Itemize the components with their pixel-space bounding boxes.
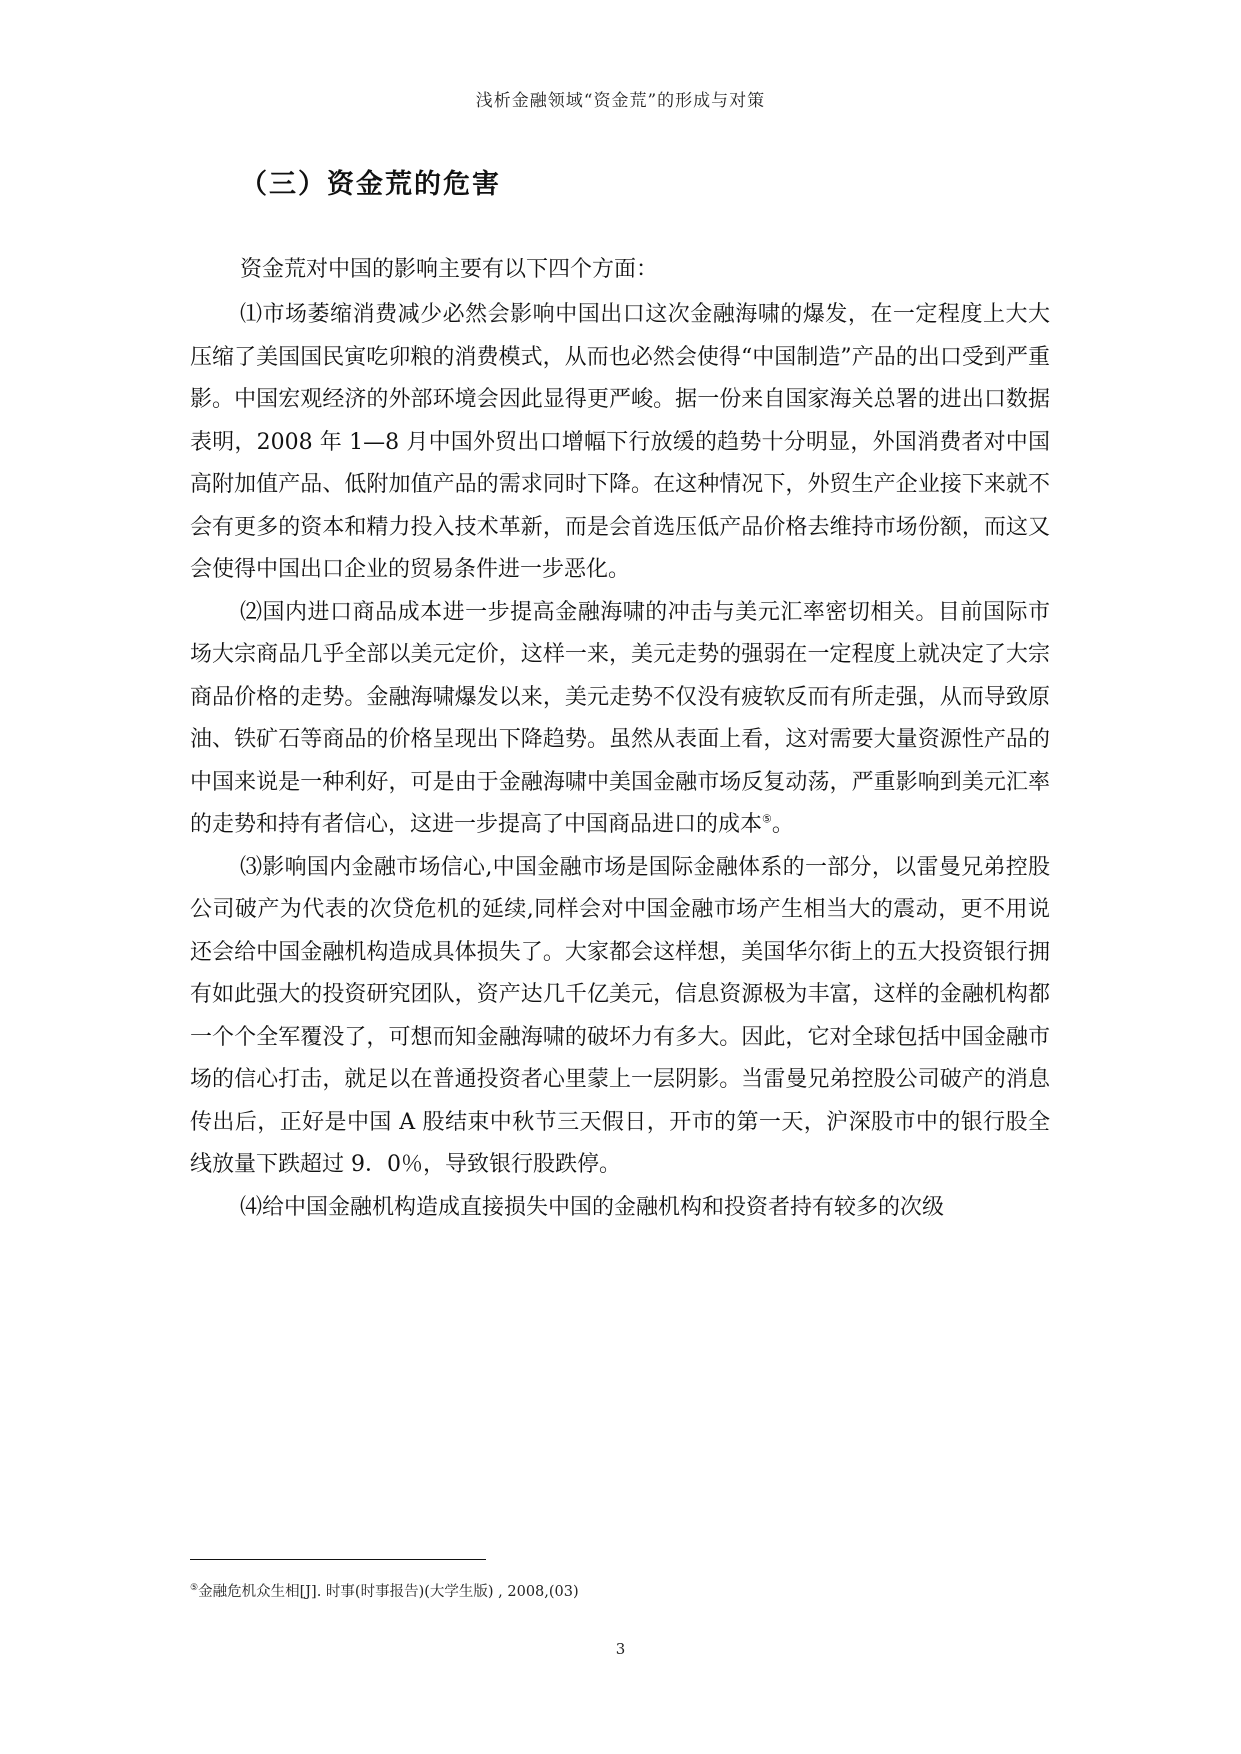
page-number: 3: [615, 1640, 626, 1658]
paragraph-1: ⑴市场萎缩消费减少必然会影响中国出口这次金融海啸的爆发，在一定程度上大大压缩了美国国民寅吃卯粮的消费模式，从而也必然会使得“中国制造”产品的出口受到严重影。中国宏观经济的外部环境会因此显得更严峻。据一份来自国家海关总署的进出口数据表明，2008 年 1—8 月中国外贸出口增幅下行放缓的趋势十分明显，外国消费者对中国高附加值产品、低附加值产品的需求同时下降。在这种情况下，外贸生产企业接下来就不会有更多的资本和精力投入技术革新，而是会首选压低产品价格去维持市场份额，而这又会使得中国出口企业的贸易条件进一步恶化。: [190, 302, 1050, 582]
body-text: [190, 249, 1050, 1229]
footnote-separator: [190, 1559, 486, 1560]
running-header: 浅析金融领域“资金荒”的形成与对策: [475, 91, 766, 111]
section-heading: （三）资金荒的危害: [240, 169, 501, 200]
paragraph-2-text: ⑵国内进口商品成本进一步提高金融海啸的冲击与美元汇率密切相关。目前国际市场大宗商品几乎全部以美元定价，这样一来，美元走势的强弱在一定程度上就决定了大宗商品价格的走势。金融海啸爆发以来，美元走势不仅没有疲软反而有所走强，从而导致原油、铁矿石等商品的价格呈现出下降趋势。虽然从表面上看，这对需要大量资源性产品的中国来说是一种利好，可是由于金融海啸中美国金融市场反复动荡，严重影响到美元汇率的走势和持有者信心，这进一步提高了中国商品进口的成本: [190, 599, 1050, 837]
footnote-reference: ⑤: [762, 812, 772, 826]
paragraph-2-end: 。: [771, 812, 794, 837]
paragraph-3: ⑶影响国内金融市场信心,中国金融市场是国际金融体系的一部分，以雷曼兄弟控股公司破产为代表的次贷危机的延续,同样会对中国金融市场产生相当大的震动，更不用说还会给中国金融机构造成具体损失了。大家都会这样想，美国华尔街上的五大投资银行拥有如此强大的投资研究团队，资产达几千亿美元，信息资源极为丰富，这样的金融机构都一个个全军覆没了，可想而知金融海啸的破坏力有多大。因此，它对全球包括中国金融市场的信心打击，就足以在普通投资者心里蒙上一层阴影。当雷曼兄弟控股公司破产的消息传出后，正好是中国 A 股结束中秋节三天假日，开市的第一天，沪深股市中的银行股全线放量下跌超过 9．0％，导致银行股跌停。: [190, 854, 1050, 1177]
paragraph-2: [190, 592, 1050, 847]
footnote-text: 金融危机众生相[J]. 时事(时事报告)(大学生版) , 2008,(03): [198, 1584, 579, 1600]
footnote: [190, 1580, 1050, 1601]
paragraph-4: ⑷给中国金融机构造成直接损失中国的金融机构和投资者持有较多的次级: [240, 1194, 945, 1220]
footnote-mark: ⑤: [190, 1583, 199, 1594]
intro-paragraph: 资金荒对中国的影响主要有以下四个方面：: [240, 257, 659, 282]
